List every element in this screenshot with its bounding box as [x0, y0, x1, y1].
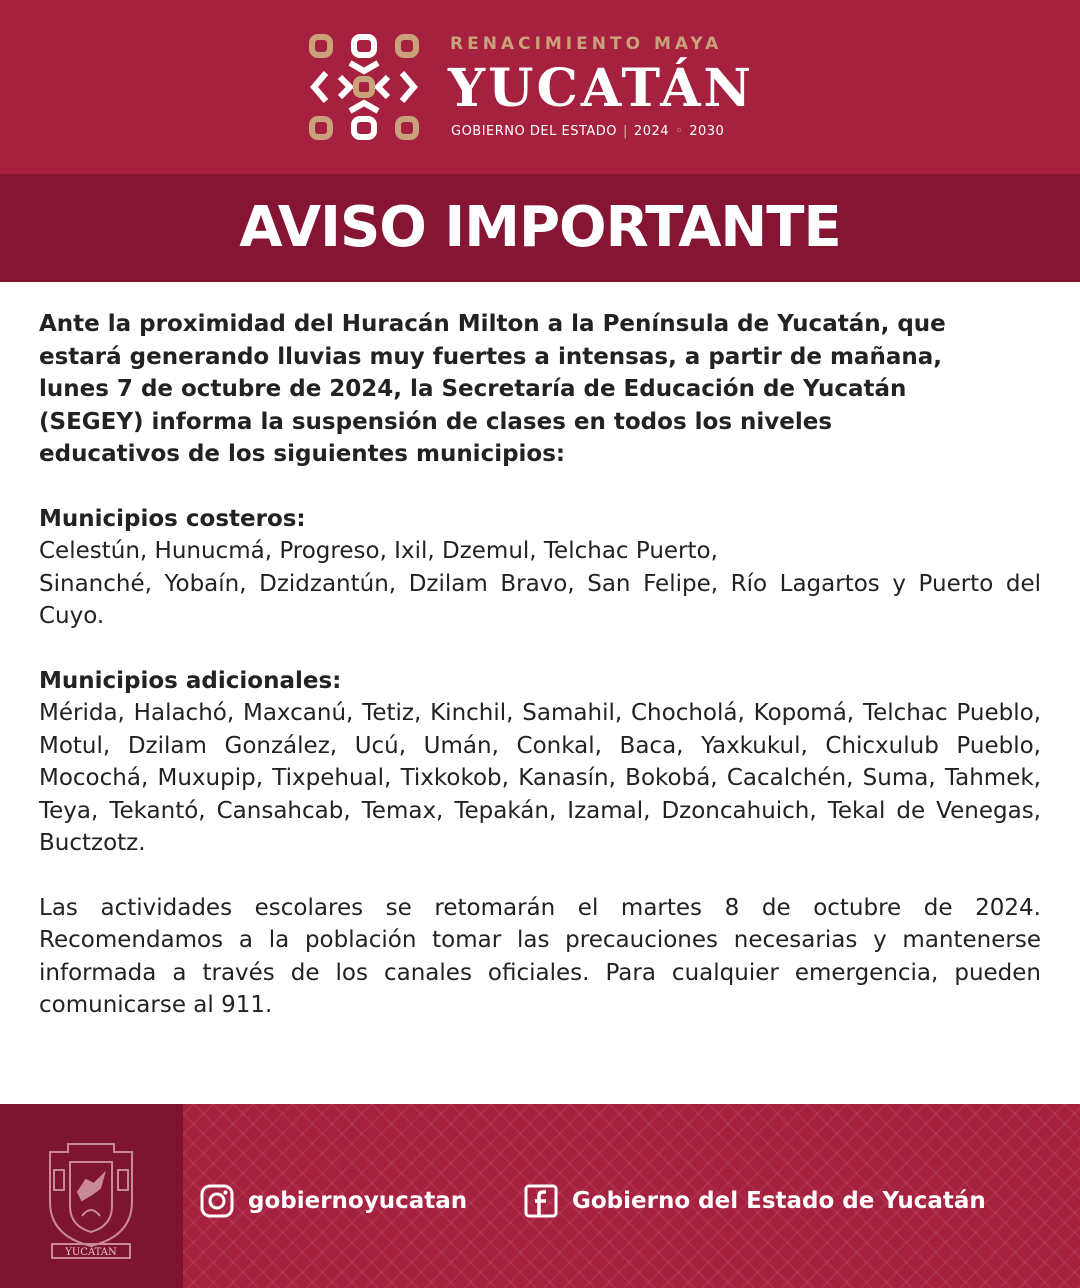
maya-logo-icon — [306, 33, 422, 141]
intro-line: educativos de los siguientes municipios: — [39, 441, 566, 467]
additional-list: Mérida, Halachó, Maxcanú, Tetiz, Kinchil, Samahil, Chocholá, Kopomá, Telchac Pueblo, Motul, Dzilam González, Ucú, Umán, Conkal, Baca, Yaxkukul, Chicxulub Pueblo, Mocochá, Muxupip, Tixpehual, Tixkokob, Kanasín, Bokobá, Cacalchén, Suma, Tahmek, Teya, Tekantó, Cansahcab, Temax, Tepakán, Izamal, Dzoncahuich, Tekal de Venegas, Buctzotz. — [39, 700, 1041, 856]
closing-paragraph: Las actividades escolares se retomarán el martes 8 de octubre de 2024. Recomendamos a la población tomar las precauciones necesarias y mantenerse informada a través de los canales oficiales. Para cualquier emergencia, pueden comunicarse al 911. — [39, 894, 1041, 1018]
instagram-handle: gobiernoyucatan — [248, 1188, 468, 1214]
intro-line: estará generando lluvias muy fuertes a intensas, a partir de mañana, — [39, 343, 942, 370]
notice-banner — [0, 174, 1080, 282]
yucatan-crest-icon — [46, 1140, 136, 1260]
additional-title: Municipios adicionales: — [39, 667, 342, 694]
brand-government-line: GOBIERNO DEL ESTADO | 2024 ◦ 2030 — [451, 124, 725, 139]
period-end: 2030 — [689, 124, 725, 139]
header — [0, 0, 1080, 174]
brand-tagline: RENACIMIENTO MAYA — [450, 34, 723, 54]
coastal-list-line2: Sinanché, Yobaín, Dzidzantún, Dzilam Bravo, San Felipe, Río Lagartos y Puerto del Cuyo. — [39, 570, 1041, 629]
intro-line: lunes 7 de octubre de 2024, la Secretaría de Educación de Yucatán — [39, 376, 907, 402]
government-label: GOBIERNO DEL ESTADO — [451, 124, 618, 139]
footer-crest-panel — [0, 1104, 183, 1288]
period-start: 2024 — [633, 124, 670, 139]
crest-label: YUCATAN — [65, 1247, 117, 1258]
facebook-icon — [524, 1184, 558, 1218]
facebook-page: Gobierno del Estado de Yucatán — [572, 1188, 986, 1214]
notice-body — [39, 308, 1041, 1022]
intro-line: Ante la proximidad del Huracán Milton a la Península de Yucatán, que — [39, 311, 946, 337]
facebook-link[interactable] — [524, 1184, 986, 1218]
page-title: AVISO IMPORTANTE — [239, 195, 841, 260]
instagram-link[interactable] — [200, 1184, 467, 1218]
brand-state-name: YUCATÁN — [448, 58, 755, 119]
instagram-icon — [200, 1184, 234, 1218]
coastal-title: Municipios costeros: — [39, 505, 306, 532]
coastal-list-line1: Celestún, Hunucmá, Progreso, Ixil, Dzemul, Telchac Puerto, — [39, 538, 718, 564]
intro-paragraph — [39, 308, 1041, 471]
intro-line: (SEGEY) informa la suspensión de clases en todos los niveles — [39, 408, 833, 435]
footer — [0, 1104, 1080, 1288]
